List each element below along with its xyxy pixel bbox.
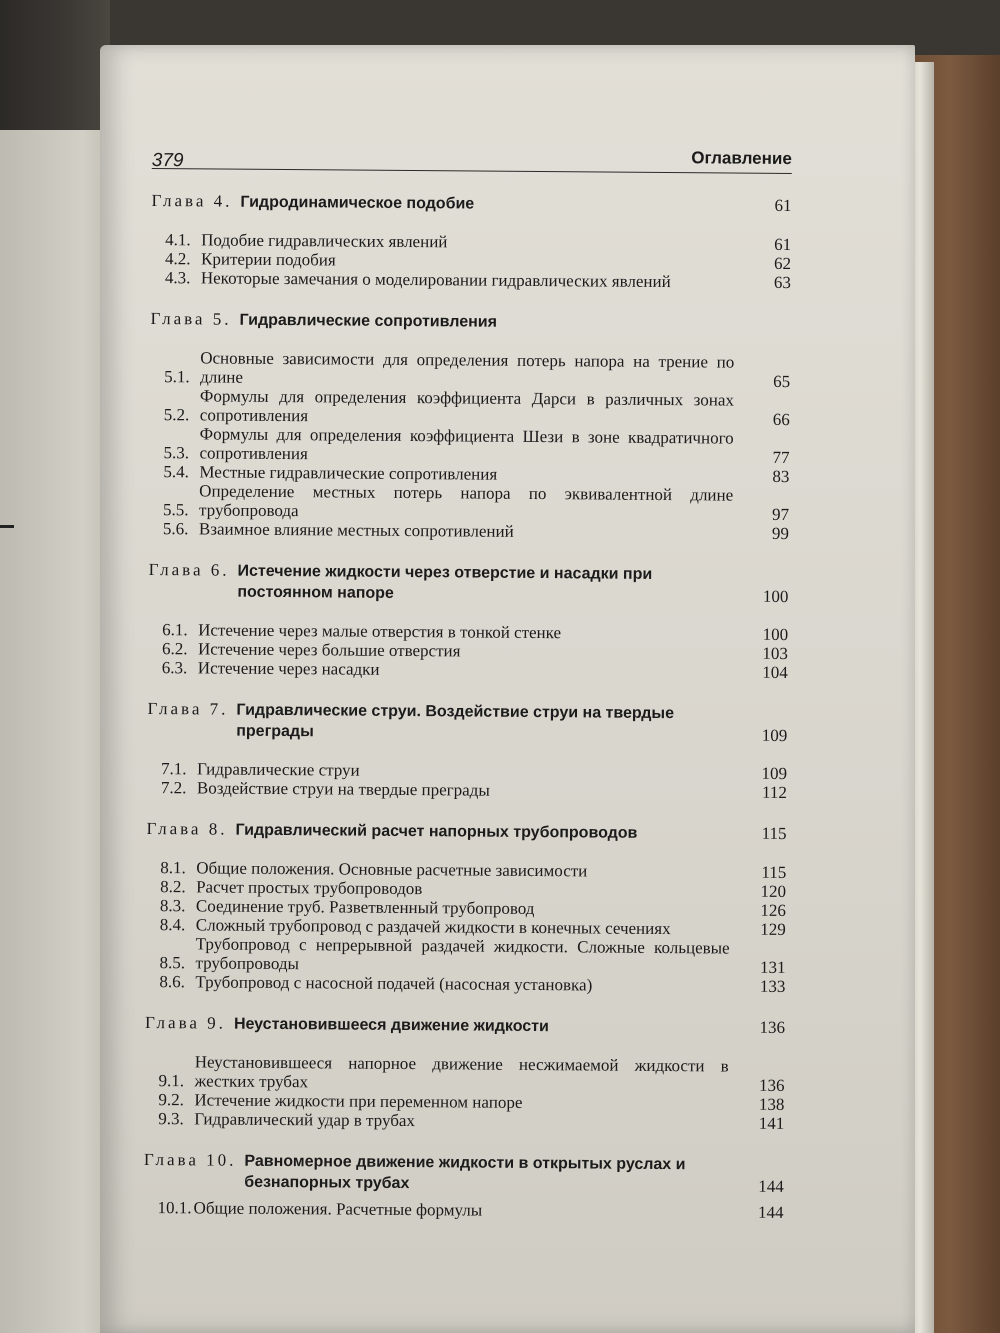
chapter-title: Истечение жидкости через отверстие и насадки при постоянном напоре	[237, 562, 653, 602]
entry-number: 8.3.	[159, 896, 186, 916]
page-number: 379	[151, 149, 184, 172]
toc-entry	[163, 481, 789, 524]
entry-title: Критерии подобия	[200, 249, 336, 270]
entry-title: Гидравлический удар в трубах	[194, 1109, 416, 1131]
section-title: Оглавление	[691, 148, 792, 169]
chapter-label: Глава 9.	[144, 1012, 227, 1033]
entry-number: 5.1.	[164, 367, 190, 387]
entry-page: 136	[759, 1075, 785, 1095]
entry-number: 4.3.	[164, 268, 191, 288]
page-header	[152, 138, 792, 174]
entry-title: Истечение через большие отверстия	[197, 639, 461, 661]
entry-number: 8.1.	[160, 858, 186, 878]
entry-number: 7.1.	[160, 759, 187, 779]
entry-page: 104	[762, 662, 788, 683]
entry-number: 6.2.	[161, 639, 188, 659]
entry-page: 133	[759, 976, 786, 997]
chapter-page: 136	[759, 1017, 786, 1037]
entry-title: Гидравлические струи	[196, 759, 360, 780]
entry-number: 8.2.	[160, 877, 186, 897]
entry-number: 8.5.	[159, 953, 186, 973]
entry-number: 9.3.	[158, 1109, 184, 1129]
toc-content	[144, 138, 792, 1222]
chapter-heading	[148, 560, 788, 607]
entry-number: 9.1.	[158, 1071, 185, 1091]
chapter-label: Глава 6.	[148, 559, 230, 580]
chapter-entries	[145, 858, 786, 996]
entry-number: 5.2.	[163, 405, 190, 425]
chapter-title: Гидравлический расчет напорных трубопроводов	[235, 821, 638, 842]
toc-entry	[159, 972, 785, 996]
entry-number: 6.1.	[162, 620, 188, 640]
chapter-title: Неустановившееся движение жидкости	[233, 1015, 549, 1036]
chapter-heading	[147, 699, 787, 746]
chapter-page: 109	[761, 725, 788, 746]
toc-entry	[159, 1052, 785, 1095]
chapter-page: 115	[761, 823, 787, 844]
chapter-title: Равномерное движение жидкости в открытых руслах и безнапорных трубах	[244, 1152, 686, 1193]
entry-title: Неустановившееся напорное движение несжимаемой жидкости в жестких трубах	[194, 1052, 729, 1092]
chapter-label: Глава 4.	[151, 190, 233, 211]
entry-title: Некоторые замечания о моделировании гидравлических явлений	[200, 268, 671, 292]
entry-title: Определение местных потерь напора по эквивалентной длине трубопровода	[199, 481, 734, 521]
entry-title: Истечение через малые отверстия в тонкой стенке	[198, 620, 562, 643]
chapter-page: 100	[762, 586, 789, 607]
entry-page: 66	[772, 409, 790, 430]
entry-number: 5.4.	[163, 462, 189, 482]
entry-title: Взаимное влияние местных сопротивлений	[198, 519, 514, 541]
entry-title: Расчет простых трубопроводов	[196, 877, 423, 899]
toc-entry	[163, 519, 789, 543]
entry-page: 63	[773, 272, 791, 293]
entry-title: Подобие гидравлических явлений	[201, 230, 448, 252]
entry-page: 126	[760, 900, 787, 921]
chapter-heading	[150, 309, 790, 335]
entry-title: Местные гидравлические сопротивления	[199, 462, 498, 484]
entry-number: 9.2.	[158, 1090, 185, 1110]
entry-number: 5.5.	[163, 500, 189, 520]
entry-page: 144	[758, 1202, 784, 1222]
entry-page: 138	[758, 1094, 785, 1114]
chapter-entries	[144, 1052, 785, 1133]
chapter-entries	[149, 348, 790, 543]
toc-entry	[161, 778, 787, 802]
chapter-title: Гидравлические струи. Воздействие струи на твердые преграды	[236, 701, 675, 741]
toc-entry	[164, 386, 790, 429]
left-page-mark	[0, 525, 14, 528]
entry-number: 5.6.	[162, 519, 189, 539]
entry-title: Соединение труб. Разветвленный трубопровод	[195, 896, 535, 919]
chapter-heading	[145, 1013, 785, 1039]
entry-page: 62	[773, 253, 792, 274]
toc-entry	[163, 424, 789, 467]
chapter-page: 144	[758, 1176, 784, 1196]
entry-number: 8.4.	[159, 915, 186, 935]
chapter-entries	[147, 759, 787, 802]
entry-page: 97	[771, 504, 790, 525]
chapter-title: Гидродинамическое подобие	[240, 193, 475, 213]
entry-page: 103	[762, 643, 789, 664]
entry-title: Общие положения. Расчетные формулы	[193, 1198, 483, 1220]
entry-number: 4.2.	[164, 249, 191, 269]
entry-number: 7.2.	[160, 778, 187, 798]
entry-title: Сложный трубопровод с раздачей жидкости в конечных сечениях	[195, 915, 671, 939]
chapter-heading	[144, 1150, 784, 1197]
chapter-label: Глава 7.	[147, 698, 229, 719]
chapter-entries	[148, 620, 788, 682]
toc-entry	[158, 1109, 784, 1133]
entry-number: 10.1.	[157, 1198, 192, 1218]
entry-page: 99	[771, 523, 789, 544]
chapter-label: Глава 5.	[150, 308, 232, 329]
toc-entry	[159, 934, 785, 977]
entry-title: Истечение через насадки	[197, 658, 380, 679]
chapter-heading	[151, 191, 791, 217]
entry-title: Истечение жидкости при переменном напоре	[194, 1090, 523, 1112]
entry-page: 61	[774, 234, 792, 255]
entry-page: 77	[772, 447, 790, 468]
entry-page: 115	[761, 862, 787, 883]
chapter-page: 61	[774, 195, 792, 216]
chapter-label: Глава 8.	[146, 818, 228, 839]
entry-number: 5.3.	[163, 443, 190, 463]
entry-number: 8.6.	[159, 972, 185, 992]
entry-page: 100	[762, 624, 789, 645]
entry-title: Общие положения. Основные расчетные зависимости	[196, 858, 588, 881]
toc-entry	[165, 268, 791, 292]
entry-page: 141	[758, 1113, 785, 1133]
chapter-heading	[146, 819, 786, 845]
entry-number: 6.3.	[161, 658, 188, 678]
toc-entry	[164, 348, 790, 391]
entry-page: 83	[772, 466, 790, 487]
entry-page: 112	[761, 782, 787, 803]
left-page-edge	[0, 130, 104, 1333]
toc-entry	[162, 658, 788, 682]
entry-title: Воздействие струи на твердые преграды	[196, 778, 490, 800]
chapter-title: Гидравлические сопротивления	[239, 311, 498, 331]
entry-page: 129	[760, 919, 786, 940]
chapter-label: Глава 10.	[143, 1149, 237, 1170]
entry-title: Основные зависимости для определения потерь напора на трение по длине	[200, 348, 735, 387]
chapter-entries	[151, 230, 791, 292]
entry-title: Трубопровод с непрерывной раздачей жидкости. Сложные кольцевые трубопроводы	[195, 934, 730, 974]
entry-page: 120	[760, 881, 787, 902]
entry-title: Формулы для определения коэффициента Дарси в различных зонах сопротивления	[199, 386, 735, 426]
entry-page: 109	[761, 763, 788, 784]
entry-title: Формулы для определения коэффициента Шези в зоне квадратичного сопротивления	[199, 424, 734, 464]
entry-page: 65	[773, 371, 791, 392]
entry-title: Трубопровод с насосной подачей (насосная установка)	[195, 972, 593, 995]
entry-page: 131	[759, 957, 786, 978]
entry-number: 4.1.	[165, 230, 191, 250]
